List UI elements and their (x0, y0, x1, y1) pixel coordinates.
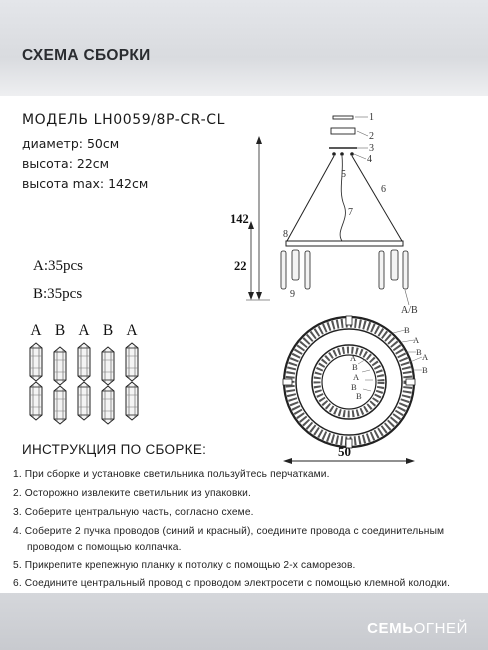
ring-label: A (350, 353, 357, 363)
instruction-step: 5. Прикрепите крепежную планку к потолку с помощью 2-х саморезов. (13, 560, 356, 571)
ring-label: B (422, 365, 428, 375)
brand-light: ОГНЕЙ (413, 620, 468, 637)
callout-3: 3 (369, 143, 374, 154)
crystal-letter: A (126, 322, 138, 339)
dim-22-label: 22 (234, 259, 247, 273)
callout-9: 9 (290, 289, 295, 300)
brand-logo (367, 620, 468, 637)
callout-1: 1 (369, 112, 374, 123)
ring-label: B (351, 382, 357, 392)
ring-label: A (422, 352, 429, 362)
count-a: A:35pcs (33, 258, 83, 274)
crystal-ab-label: A/B (401, 305, 418, 316)
crystal-letter: A (30, 322, 42, 339)
ring-label: A (353, 372, 360, 382)
instruction-step: 6. Соедините центральный провод с проводом электросети с помощью клемной колодки. (13, 578, 451, 589)
ring-label: B (352, 362, 358, 372)
callout-5: 5 (341, 169, 346, 180)
crystal-letter: B (54, 322, 66, 339)
callout-2: 2 (369, 131, 374, 142)
instruction-step-continued: проводом с помощью колпачка. (27, 542, 182, 553)
ring-label: B (356, 391, 362, 401)
crystal-letter: B (102, 322, 114, 339)
inner-ring-inner-edge (322, 355, 376, 409)
instructions-title: ИНСТРУКЦИЯ ПО СБОРКЕ: (22, 442, 207, 457)
spec-height-max: высота max: 142см (22, 176, 149, 191)
dim-142-label: 142 (230, 212, 249, 226)
callout-8: 8 (283, 229, 288, 240)
spec-height: высота: 22см (22, 156, 110, 171)
instruction-step: 2. Осторожно извлеките светильник из упаковки. (13, 488, 251, 499)
instruction-step: 3. Соберите центральную часть, согласно схеме. (13, 507, 254, 518)
brand-bold: СЕМЬ (367, 620, 414, 637)
ring-label: B (404, 325, 410, 335)
callout-4: 4 (367, 154, 372, 165)
dim-50-label: 50 (338, 444, 351, 459)
ring-label: A (413, 335, 420, 345)
callout-7: 7 (348, 207, 353, 218)
page-title: СХЕМА СБОРКИ (22, 47, 151, 64)
callout-6: 6 (381, 184, 386, 195)
instruction-step: 1. При сборке и установке светильника пользуйтесь перчатками. (13, 469, 330, 480)
spec-diameter: диаметр: 50см (22, 136, 120, 151)
ring-label: B (416, 347, 422, 357)
model-name: МОДЕЛЬ LH0059/8P-CR-CL (22, 112, 225, 128)
count-b: B:35pcs (33, 286, 83, 302)
crystal-letter: A (78, 322, 90, 339)
instruction-step: 4. Соберите 2 пучка проводов (синий и красный), соедините провода с соединительным (13, 526, 445, 537)
